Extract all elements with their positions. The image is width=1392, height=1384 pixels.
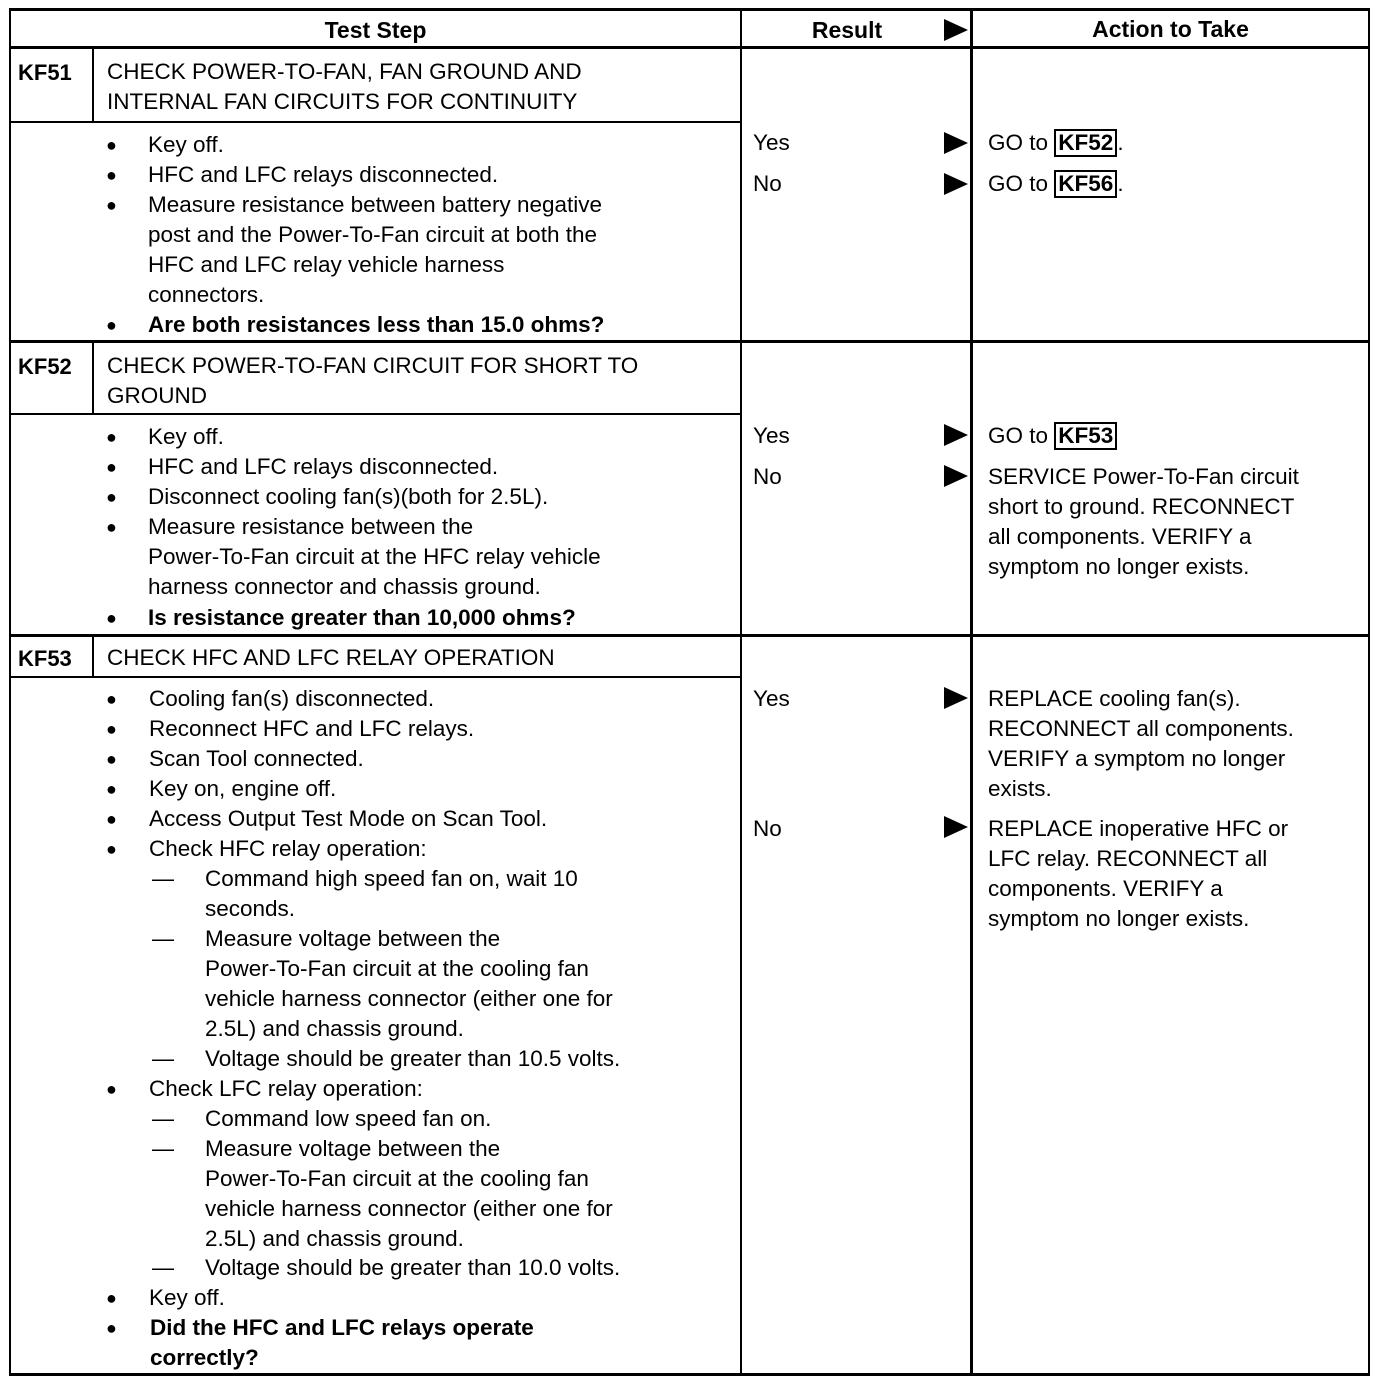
code-divider-kf51 — [92, 48, 94, 122]
action-no-kf53-line1: REPLACE inoperative HFC or — [988, 816, 1289, 841]
action-no-kf52-line1: SERVICE Power-To-Fan circuit — [988, 464, 1299, 489]
action-yes-kf53-line2: RECONNECT all components. — [988, 716, 1294, 741]
result-arrow-icon — [944, 173, 968, 195]
table-border-right — [1368, 8, 1370, 1376]
title-underline-kf51 — [9, 121, 740, 123]
step-line-kf51-4: post and the Power-To-Fan circuit at both the — [148, 222, 597, 247]
action-prefix: GO to — [988, 423, 1049, 448]
bullet-icon: ● — [106, 195, 117, 215]
step-line-kf53-13: Voltage should be greater than 10.5 volts. — [205, 1046, 621, 1071]
step-title-kf51-line1: CHECK POWER-TO-FAN, FAN GROUND AND — [107, 59, 582, 84]
step-line-kf52-6: harness connector and chassis ground. — [148, 574, 541, 599]
bullet-icon: ● — [106, 1079, 117, 1099]
result-yes-kf52: Yes — [753, 423, 790, 448]
result-arrow-icon — [944, 424, 968, 446]
column-divider-action — [970, 8, 973, 1376]
step-line-kf52-3: Disconnect cooling fan(s)(both for 2.5L). — [148, 484, 549, 509]
step-line-kf53-11: vehicle harness connector (either one for — [205, 986, 613, 1011]
step-line-kf51-2: HFC and LFC relays disconnected. — [148, 162, 499, 187]
action-no-kf52-line2: short to ground. RECONNECT — [988, 494, 1295, 519]
step-code-kf52: KF52 — [18, 354, 72, 379]
action-suffix: . — [1117, 171, 1124, 196]
action-yes-kf52 — [988, 421, 1117, 451]
step-line-kf53-20: Voltage should be greater than 10.0 volts. — [205, 1255, 621, 1280]
bullet-icon: ● — [106, 165, 117, 185]
step-title-kf51-line2: INTERNAL FAN CIRCUITS FOR CONTINUITY — [107, 89, 578, 114]
result-arrow-icon — [944, 816, 968, 838]
step-title-kf53: CHECK HFC AND LFC RELAY OPERATION — [107, 645, 555, 670]
action-no-kf53-line4: symptom no longer exists. — [988, 906, 1250, 931]
step-line-kf53-14: Check LFC relay operation: — [149, 1076, 423, 1101]
bullet-icon: ● — [106, 427, 117, 447]
result-no-kf52: No — [753, 464, 782, 489]
step-line-kf52-4: Measure resistance between the — [148, 514, 474, 539]
result-no-kf51: No — [753, 171, 782, 196]
table-border-bottom — [9, 1373, 1370, 1376]
bullet-icon: ● — [106, 517, 117, 537]
step-line-kf53-6: Check HFC relay operation: — [149, 836, 427, 861]
step-reference-kf53[interactable]: KF53 — [1054, 422, 1117, 450]
result-yes-kf53: Yes — [753, 686, 790, 711]
dash-icon: — — [152, 866, 174, 891]
step-line-kf53-4: Key on, engine off. — [149, 776, 337, 801]
code-divider-kf53 — [92, 636, 94, 677]
bullet-icon: ● — [106, 719, 117, 739]
step-line-kf53-3: Scan Tool connected. — [149, 746, 364, 771]
action-yes-kf53-line4: exists. — [988, 776, 1052, 801]
step-question-kf53-line1: Did the HFC and LFC relays operate — [150, 1315, 534, 1340]
step-title-kf52-line2: GROUND — [107, 383, 207, 408]
table-border-left — [9, 8, 11, 1376]
step-line-kf53-16: Measure voltage between the — [205, 1136, 501, 1161]
step-reference-kf52[interactable]: KF52 — [1054, 129, 1117, 157]
code-divider-kf52 — [92, 342, 94, 414]
bullet-icon: ● — [106, 779, 117, 799]
step-question-kf51: Are both resistances less than 15.0 ohms? — [148, 312, 605, 337]
step-line-kf53-5: Access Output Test Mode on Scan Tool. — [149, 806, 548, 831]
step-line-kf51-3: Measure resistance between battery negative — [148, 192, 603, 217]
dash-icon: — — [152, 1136, 174, 1161]
step-line-kf52-1: Key off. — [148, 424, 224, 449]
step-line-kf53-2: Reconnect HFC and LFC relays. — [149, 716, 475, 741]
step-line-kf53-18: vehicle harness connector (either one for — [205, 1196, 613, 1221]
column-divider-result — [740, 8, 742, 1376]
step-line-kf53-15: Command low speed fan on. — [205, 1106, 492, 1131]
bullet-icon: ● — [106, 749, 117, 769]
step-line-kf53-19: 2.5L) and chassis ground. — [205, 1226, 464, 1251]
bullet-icon: ● — [106, 487, 117, 507]
title-underline-kf53 — [9, 676, 740, 678]
step-line-kf53-21: Key off. — [149, 1285, 225, 1310]
result-yes-kf51: Yes — [753, 130, 790, 155]
dash-icon: — — [152, 1046, 174, 1071]
step-code-kf51: KF51 — [18, 60, 72, 85]
bullet-icon: ● — [106, 839, 117, 859]
step-line-kf52-2: HFC and LFC relays disconnected. — [148, 454, 499, 479]
action-yes-kf53-line1: REPLACE cooling fan(s). — [988, 686, 1241, 711]
step-line-kf51-1: Key off. — [148, 132, 224, 157]
action-prefix: GO to — [988, 130, 1049, 155]
bullet-icon: ● — [106, 608, 117, 628]
action-no-kf52-line3: all components. VERIFY a — [988, 524, 1252, 549]
action-yes-kf53-line3: VERIFY a symptom no longer — [988, 746, 1286, 771]
step-question-kf52: Is resistance greater than 10,000 ohms? — [148, 605, 576, 630]
action-suffix: . — [1117, 130, 1124, 155]
table-border-top — [9, 8, 1370, 11]
result-no-kf53: No — [753, 816, 782, 841]
dash-icon: — — [152, 1255, 174, 1280]
step-question-kf53-line2: correctly? — [150, 1345, 259, 1370]
header-result: Result — [811, 17, 883, 43]
step-line-kf53-7: Command high speed fan on, wait 10 — [205, 866, 578, 891]
step-line-kf53-9: Measure voltage between the — [205, 926, 501, 951]
step-line-kf53-12: 2.5L) and chassis ground. — [205, 1016, 464, 1041]
dash-icon: — — [152, 1106, 174, 1131]
step-line-kf53-17: Power-To-Fan circuit at the cooling fan — [205, 1166, 589, 1191]
step-line-kf53-1: Cooling fan(s) disconnected. — [149, 686, 435, 711]
bullet-icon: ● — [106, 1288, 117, 1308]
action-no-kf52-line4: symptom no longer exists. — [988, 554, 1250, 579]
step-line-kf51-5: HFC and LFC relay vehicle harness — [148, 252, 505, 277]
bullet-icon: ● — [106, 457, 117, 477]
result-arrow-icon — [944, 465, 968, 487]
action-prefix: GO to — [988, 171, 1049, 196]
step-reference-kf56[interactable]: KF56 — [1054, 170, 1117, 198]
action-no-kf53-line3: components. VERIFY a — [988, 876, 1223, 901]
row-divider-kf52 — [9, 340, 1370, 343]
header-test-step: Test Step — [324, 17, 427, 43]
dash-icon: — — [152, 926, 174, 951]
step-code-kf53: KF53 — [18, 646, 72, 671]
bullet-icon: ● — [106, 315, 117, 335]
header-arrow-icon — [944, 19, 968, 41]
step-title-kf52-line1: CHECK POWER-TO-FAN CIRCUIT FOR SHORT TO — [107, 353, 639, 378]
bullet-icon: ● — [106, 809, 117, 829]
step-line-kf53-10: Power-To-Fan circuit at the cooling fan — [205, 956, 589, 981]
header-divider — [9, 46, 1370, 49]
row-divider-kf53 — [9, 634, 1370, 637]
bullet-icon: ● — [106, 1318, 117, 1338]
step-line-kf53-8: seconds. — [205, 896, 296, 921]
action-yes-kf51 — [988, 128, 1124, 158]
step-line-kf52-5: Power-To-Fan circuit at the HFC relay vehicle — [148, 544, 601, 569]
action-no-kf53-line2: LFC relay. RECONNECT all — [988, 846, 1268, 871]
step-line-kf51-6: connectors. — [148, 282, 265, 307]
result-arrow-icon — [944, 132, 968, 154]
bullet-icon: ● — [106, 135, 117, 155]
title-underline-kf52 — [9, 413, 740, 415]
bullet-icon: ● — [106, 689, 117, 709]
header-action: Action to Take — [1092, 16, 1249, 42]
action-no-kf51 — [988, 169, 1124, 199]
result-arrow-icon — [944, 687, 968, 709]
